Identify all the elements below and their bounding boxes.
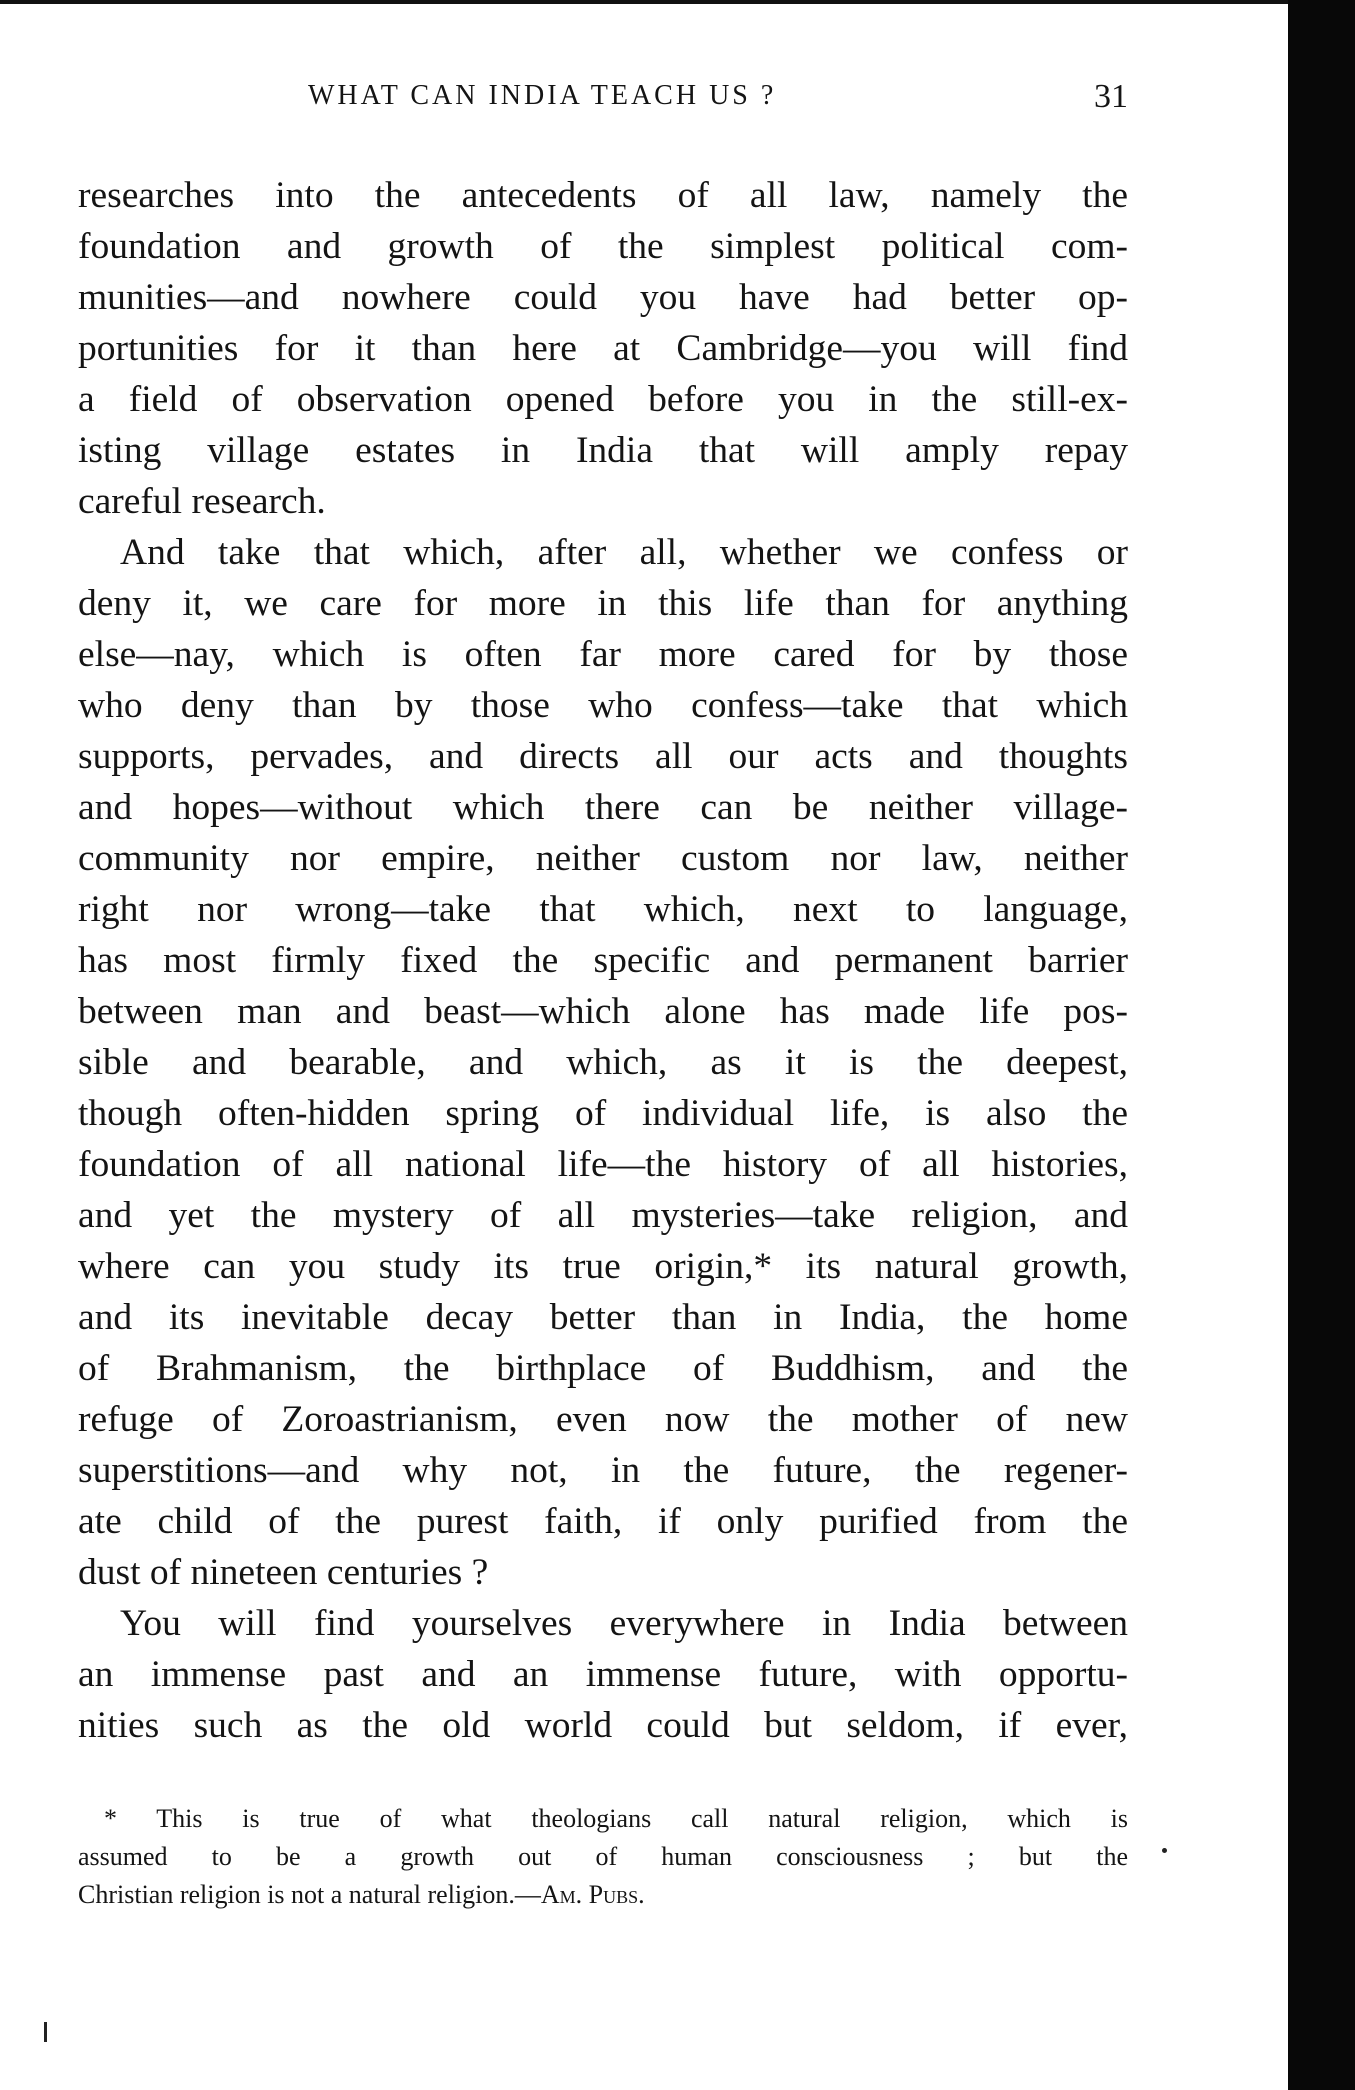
- text-line: superstitions—and why not, in the future, the regener-: [78, 1450, 1128, 1491]
- text-line: where can you study its true origin,* its natural growth,: [78, 1246, 1128, 1287]
- footnote-signature: Am. Pubs.: [540, 1880, 645, 1909]
- text-line: supports, pervades, and directs all our acts and thoughts: [78, 736, 1128, 777]
- text-line: and its inevitable decay better than in India, the home: [78, 1297, 1128, 1338]
- stray-dot-mark: [1162, 1848, 1167, 1853]
- text-line: researches into the antecedents of all law, namely the: [78, 175, 1128, 216]
- text-line: and yet the mystery of all mysteries—take religion, and: [78, 1195, 1128, 1236]
- footnote-text: Christian religion is not a natural religion.—: [78, 1880, 541, 1909]
- text-line: of Brahmanism, the birthplace of Buddhism, and the: [78, 1348, 1128, 1389]
- text-line: nities such as the old world could but seldom, if ever,: [78, 1705, 1128, 1746]
- text-line: right nor wrong—take that which, next to language,: [78, 889, 1128, 930]
- text-line: community nor empire, neither custom nor law, neither: [78, 838, 1128, 879]
- text-line: foundation of all national life—the history of all histories,: [78, 1144, 1128, 1185]
- page-number: 31: [1094, 78, 1128, 115]
- body-text: [78, 170, 1128, 1751]
- text-line: sible and bearable, and which, as it is the deepest,: [78, 1042, 1128, 1083]
- footnote-line: [78, 1876, 1128, 1914]
- text-line: else—nay, which is often far more cared for by those: [78, 634, 1128, 675]
- margin-tick-mark: [44, 2022, 47, 2042]
- text-line: isting village estates in India that will amply repay: [78, 430, 1128, 471]
- text-line: dust of nineteen centuries ?: [78, 1552, 489, 1593]
- text-line: deny it, we care for more in this life than for anything: [78, 583, 1128, 624]
- text-line: and hopes—without which there can be neither village-: [78, 787, 1128, 828]
- text-line: munities—and nowhere could you have had better op-: [78, 277, 1128, 318]
- footnote-line: assumed to be a growth out of human consciousness ; but the: [78, 1842, 1128, 1871]
- text-line: an immense past and an immense future, with opportu-: [78, 1654, 1128, 1695]
- text-line: refuge of Zoroastrianism, even now the mother of new: [78, 1399, 1128, 1440]
- text-line: ate child of the purest faith, if only purified from the: [78, 1501, 1128, 1542]
- text-line: though often-hidden spring of individual life, is also the: [78, 1093, 1128, 1134]
- top-edge-rule: [0, 0, 1292, 4]
- text-line: careful research.: [78, 481, 326, 522]
- scan-dark-edge: [1288, 0, 1355, 2090]
- footnote: [78, 1800, 1128, 1914]
- text-line: portunities for it than here at Cambridge—you will find: [78, 328, 1128, 369]
- paragraph-start-line: You will find yourselves everywhere in India between: [120, 1603, 1128, 1644]
- footnote-line: * This is true of what theologians call natural religion, which is: [104, 1804, 1128, 1833]
- page-header: [78, 78, 1128, 118]
- paragraph-start-line: And take that which, after all, whether we confess or: [120, 532, 1128, 573]
- text-line: who deny than by those who confess—take that which: [78, 685, 1128, 726]
- text-line: foundation and growth of the simplest political com-: [78, 226, 1128, 267]
- text-line: between man and beast—which alone has made life pos-: [78, 991, 1128, 1032]
- text-line: has most firmly fixed the specific and permanent barrier: [78, 940, 1128, 981]
- text-line: a field of observation opened before you in the still-ex-: [78, 379, 1128, 420]
- running-head: WHAT CAN INDIA TEACH US ?: [308, 80, 777, 111]
